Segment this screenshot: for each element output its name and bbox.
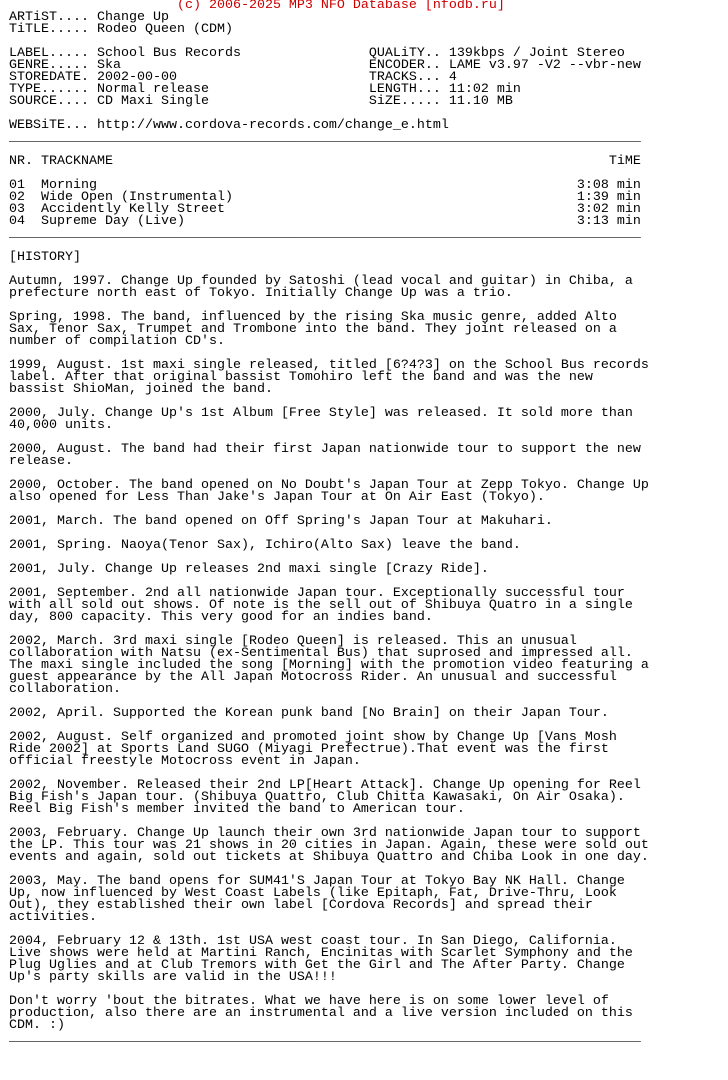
- nfo-line: 2000, August. The band had their first Japan nationwide tour to support the new: [9, 442, 641, 457]
- nfo-line: the LP. This tour was 21 shows in 20 cities in Japan. Again, these were sold out: [9, 838, 649, 853]
- nfo-line: collaboration with Natsu (ex-Sentimental Bus) that suprosed and impressed all.: [9, 646, 633, 661]
- nfo-line: collaboration.: [9, 682, 121, 697]
- nfo-line: Sax, Tenor Sax, Trumpet and Trombone into the band. They joint released on a: [9, 322, 617, 337]
- nfo-line: Up's party skills are valid in the USA!!!: [9, 970, 337, 985]
- nfo-line: [9, 240, 649, 252]
- nfo-line: 03 Accidently Kelly Street 3:02 min: [9, 202, 641, 217]
- nfo-line: WEBSiTE... http://www.cordova-records.com/change_e.html: [9, 118, 449, 133]
- nfo-line: 2004, February 12 & 13th. 1st USA west coast tour. In San Diego, California.: [9, 934, 617, 949]
- nfo-line: 2003, February. Change Up launch their own 3rd nationwide Japan tour to support: [9, 826, 641, 841]
- nfo-line: production, also there are an instrumental and a live version included on this: [9, 1006, 633, 1021]
- nfo-line: 2001, March. The band opened on Off Spring's Japan Tour at Makuhari.: [9, 514, 553, 529]
- nfo-line: bassist ShioMan, joined the band.: [9, 382, 273, 397]
- nfo-line: 02 Wide Open (Instrumental) 1:39 min: [9, 190, 641, 205]
- nfo-line: 04 Supreme Day (Live) 3:13 min: [9, 214, 641, 229]
- nfo-line: events and again, sold out tickets at Shibuya Quattro and Chiba Look in one day.: [9, 850, 649, 865]
- nfo-document: [9, 0, 649, 1044]
- nfo-line: TYPE...... Normal release LENGTH... 11:02 min: [9, 82, 521, 97]
- nfo-line: Ride 2002] at Sports Land SUGO (Miyagi Prefectrue).That event was the first: [9, 742, 609, 757]
- nfo-line: Reel Big Fish's member invited the band to American tour.: [9, 802, 465, 817]
- nfo-line: with all sold out shows. Of note is the sell out of Shibuya Quatro in a single: [9, 598, 633, 613]
- nfo-line: 2003, May. The band opens for SUM41'S Japan Tour at Tokyo Bay NK Hall. Change: [9, 874, 625, 889]
- nfo-line: NR. TRACKNAME TiME: [9, 154, 641, 169]
- nfo-line: release.: [9, 454, 73, 469]
- nfo-line: Plug Uglies and at Club Tremors with Get the Girl and The After Party. Change: [9, 958, 625, 973]
- nfo-line: 01 Morning 3:08 min: [9, 178, 641, 193]
- nfo-line: 2002, April. Supported the Korean punk band [No Brain] on their Japan Tour.: [9, 706, 609, 721]
- nfo-line: label. After that original bassist Tomohiro left the band and was the new: [9, 370, 593, 385]
- nfo-line: [HISTORY]: [9, 250, 81, 265]
- nfo-line: _______________________________________________________________________________: [9, 1030, 641, 1045]
- nfo-line: Don't worry 'bout the bitrates. What we have here is on some lower level of: [9, 994, 609, 1009]
- nfo-line: official freestyle Motocross event in Japan.: [9, 754, 361, 769]
- nfo-line: CDM. :): [9, 1018, 65, 1033]
- nfo-line: 40,000 units.: [9, 418, 113, 433]
- nfo-line: Up, now influenced by West Coast Labels (like Epitaph, Fat, Drive-Thru, Look: [9, 886, 617, 901]
- nfo-line: Spring, 1998. The band, influenced by the rising Ska music genre, added Alto: [9, 310, 617, 325]
- nfo-line: 2001, September. 2nd all nationwide Japan tour. Exceptionally successful tour: [9, 586, 625, 601]
- nfo-line: 2000, July. Change Up's 1st Album [Free Style] was released. It sold more than: [9, 406, 633, 421]
- nfo-line: also opened for Less Than Jake's Japan Tour at On Air East (Tokyo).: [9, 490, 545, 505]
- nfo-line: 2000, October. The band opened on No Doubt's Japan Tour at Zepp Tokyo. Change Up: [9, 478, 649, 493]
- nfo-line: number of compilation CD's.: [9, 334, 225, 349]
- nfo-line: SOURCE.... CD Maxi Single SiZE..... 11.10 MB: [9, 94, 513, 109]
- nfo-line: LABEL..... School Bus Records QUALiTY.. 139kbps / Joint Stereo: [9, 46, 625, 61]
- nfo-line: guest appearance by the All Japan Motocross Rider. An unusual and successful: [9, 670, 617, 685]
- nfo-line: Autumn, 1997. Change Up founded by Satoshi (lead vocal and guitar) in Chiba, a: [9, 274, 633, 289]
- nfo-line: Live shows were held at Martini Ranch, Encinitas with Scarlet Symphony and the: [9, 946, 633, 961]
- nfo-line: _______________________________________________________________________________: [9, 226, 641, 241]
- nfo-line: Out), they established their own label [Cordova Records] and spread their: [9, 898, 593, 913]
- nfo-line: ARTiST.... Change Up: [9, 10, 169, 25]
- nfodb-copyright-header[interactable]: (c) 2006-2025 MP3 NFO Database [nfodb.ru]: [9, 0, 505, 13]
- nfo-line: _______________________________________________________________________________: [9, 130, 641, 145]
- nfo-line: prefecture north east of Tokyo. Initially Change Up was a trio.: [9, 286, 513, 301]
- nfo-line: 1999, August. 1st maxi single released, titled [6?4?3] on the School Bus records: [9, 358, 649, 373]
- nfo-line: day, 800 capacity. This very good for an indies band.: [9, 610, 433, 625]
- nfo-line: STOREDATE. 2002-00-00 TRACKS... 4: [9, 70, 457, 85]
- nfo-line: Big Fish's Japan tour. (Shibuya Quattro, Club Chitta Kawasaki, On Air Osaka).: [9, 790, 625, 805]
- nfo-line: The maxi single included the song [Morning] with the promotion video featuring a: [9, 658, 649, 673]
- nfo-line: 2001, Spring. Naoya(Tenor Sax), Ichiro(Alto Sax) leave the band.: [9, 538, 521, 553]
- nfo-line: TiTLE..... Rodeo Queen (CDM): [9, 22, 233, 37]
- nfo-line: 2002, November. Released their 2nd LP[Heart Attack]. Change Up opening for Reel: [9, 778, 641, 793]
- nfo-line: activities.: [9, 910, 97, 925]
- nfo-line: 2001, July. Change Up releases 2nd maxi single [Crazy Ride].: [9, 562, 489, 577]
- nfo-line: 2002, August. Self organized and promoted joint show by Change Up [Vans Mosh: [9, 730, 617, 745]
- nfo-line: 2002, March. 3rd maxi single [Rodeo Queen] is released. This an unusual: [9, 634, 577, 649]
- nfo-line: GENRE..... Ska ENCODER.. LAME v3.97 -V2 --vbr-new: [9, 58, 641, 73]
